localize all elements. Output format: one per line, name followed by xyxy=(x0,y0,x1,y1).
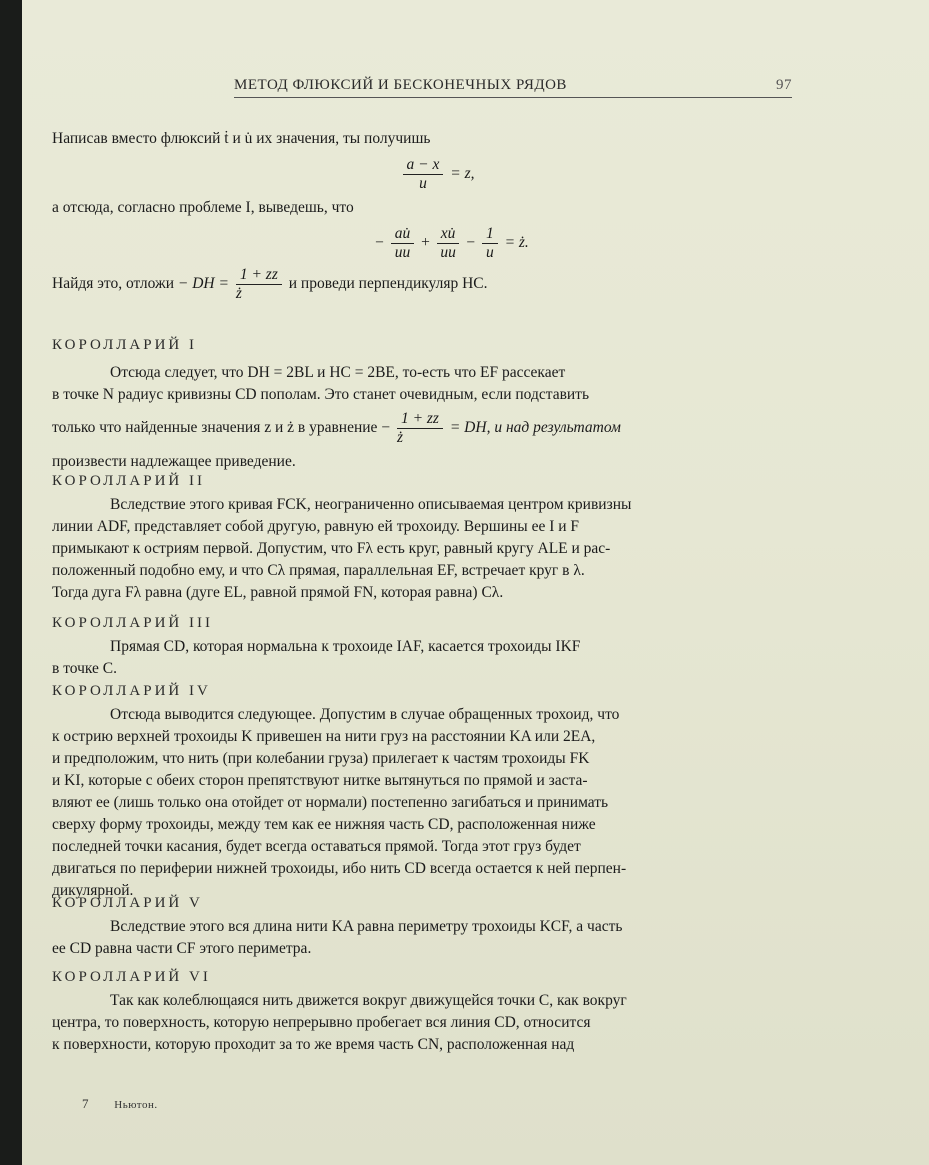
signature-number: 7 xyxy=(82,1096,89,1111)
corollary-1-line-3: только что найденные значения z и ż в уравнение − $\frac{1 + zz}{ż}$ = DH, и над результатом xyxy=(52,410,621,446)
corollary-1-line-1: Отсюда следует, что DH = 2BL и HC = 2BE, то-есть что EF рассекает xyxy=(110,364,566,381)
page-number: 97 xyxy=(776,77,792,93)
corollary-4-line-2: к острию верхней трохоиды K привешен на нити груз на расстоянии KA или 2EA, xyxy=(52,728,596,745)
corollary-heading: КОРОЛЛАРИЙ I xyxy=(52,337,198,353)
corollary-6 xyxy=(52,966,792,1056)
corollary-1-line-2: в точке N радиус кривизны CD пополам. Это станет очевидным, если подставить xyxy=(52,386,590,403)
corollary-6-line-1: Так как колеблющаяся нить движется вокруг движущейся точки C, как вокруг xyxy=(110,992,627,1009)
corollary-4-line-4: и KI, которые с обеих сторон препятствуют нитке вытянуться по прямой и заста- xyxy=(52,772,588,789)
book-page xyxy=(22,0,929,1165)
corollary-4-line-3: и предположим, что нить (при колебании груза) прилегает к частям трохоиды FK xyxy=(52,750,590,767)
intro-section xyxy=(52,128,792,303)
corollary-1 xyxy=(52,334,792,473)
corollary-4-line-8: двигаться по периферии нижней трохоиды, ибо нить CD всегда остается к ней перпен- xyxy=(52,860,627,877)
corollary-2-line-3: примыкают к остриям первой. Допустим, что Fλ есть круг, равный кругу ALE и рас- xyxy=(52,540,611,557)
intro-line-2: а отсюда, согласно проблеме I, выведешь, что xyxy=(52,199,354,216)
running-title: МЕТОД ФЛЮКСИЙ И БЕСКОНЕЧНЫХ РЯДОВ xyxy=(234,77,567,93)
formula-1: $\frac{a - x}{u}$ = z, xyxy=(82,156,792,193)
intro-line-1: Написав вместо флюксий ṫ и u̇ их значения, ты получишь xyxy=(52,130,431,147)
corollary-4-line-6: сверху форму трохоиды, между тем как ее нижняя часть CD, расположенная ниже xyxy=(52,816,596,833)
corollary-heading: КОРОЛЛАРИЙ III xyxy=(52,615,213,631)
formula-2: − $\frac{au̇}{uu}$ + $\frac{xu̇}{uu}$ − $\frac{1}{u}$ = ż. xyxy=(375,225,529,261)
corollary-2 xyxy=(52,470,792,604)
signature-footer xyxy=(82,1096,158,1112)
corollary-heading: КОРОЛЛАРИЙ V xyxy=(52,895,203,911)
corollary-2-line-2: линии ADF, представляет собой другую, равную ей трохоиду. Вершины ее I и F xyxy=(52,518,580,535)
corollary-1-line-5: произвести надлежащее приведение. xyxy=(52,453,296,470)
corollary-4-line-5: вляют ее (лишь только она отойдет от нормали) постепенно загибаться и принимать xyxy=(52,794,609,811)
corollary-3 xyxy=(52,612,792,680)
intro-line-3: Найдя это, отложи − DH = $\frac{1 + zz}{ż}$ и проведи перпендикуляр HC. xyxy=(52,266,488,302)
corollary-5-line-1: Вследствие этого вся длина нити KA равна периметру трохоиды KCF, а часть xyxy=(110,918,623,935)
corollary-2-line-5: Тогда дуга Fλ равна (дуге EL, равной прямой FN, которая равна) Cλ. xyxy=(52,584,504,601)
corollary-2-line-1: Вследствие этого кривая FCK, неограниченно описываемая центром кривизны xyxy=(110,496,632,513)
corollary-heading: КОРОЛЛАРИЙ II xyxy=(52,473,206,489)
header-rule xyxy=(234,97,792,98)
corollary-heading: КОРОЛЛАРИЙ IV xyxy=(52,683,211,699)
corollary-6-line-2: центра, то поверхность, которую непрерывно пробегает вся линия CD, относится xyxy=(52,1014,591,1031)
corollary-4-line-7: последней точки касания, будет всегда оставаться прямой. Тогда этот груз будет xyxy=(52,838,581,855)
corollary-heading: КОРОЛЛАРИЙ VI xyxy=(52,969,211,985)
corollary-4 xyxy=(52,680,792,902)
corollary-6-line-3: к поверхности, которую проходит за то же время часть CN, расположенная над xyxy=(52,1036,575,1053)
corollary-5 xyxy=(52,892,792,960)
corollary-4-line-1: Отсюда выводится следующее. Допустим в случае обращенных трохоид, что xyxy=(110,706,620,723)
corollary-3-line-1: Прямая CD, которая нормальна к трохоиде IAF, касается трохоиды IKF xyxy=(110,638,581,655)
corollary-4-line-9: дикулярной. xyxy=(52,882,134,899)
running-header xyxy=(234,77,792,94)
corollary-2-line-4: положенный подобно ему, и что Cλ прямая, параллельная EF, встречает круг в λ. xyxy=(52,562,585,579)
corollary-3-line-2: в точке C. xyxy=(52,660,118,677)
corollary-5-line-2: ее CD равна части CF этого периметра. xyxy=(52,940,312,957)
signature-name: Ньютон. xyxy=(114,1099,158,1111)
